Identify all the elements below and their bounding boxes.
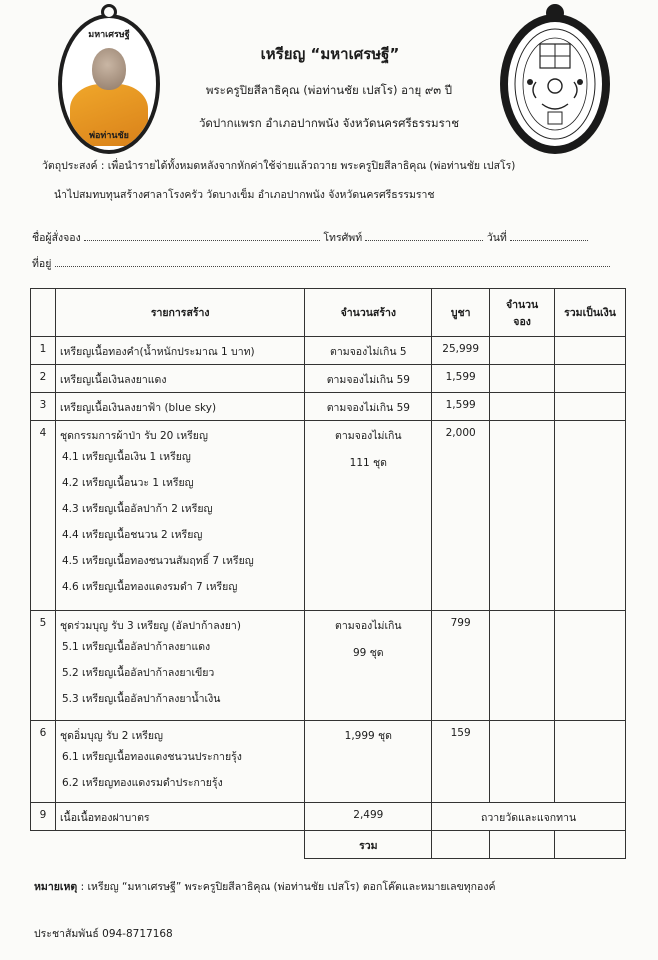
address-field[interactable] xyxy=(55,256,610,267)
purpose-text-1: เพื่อนำรายได้ทั้งหมดหลังจากหักค่าใช้จ่ายแล้วถวาย พระครูปิยสีลาธิคุณ (พ่อท่านชัย เปสโร) xyxy=(107,160,516,172)
qty-line-2: 111 ชุด xyxy=(349,457,387,469)
contact-phone: ประชาสัมพันธ์ 094-8717168 xyxy=(34,928,173,940)
medal-left-bottom-text: พ่อท่านชัย xyxy=(89,131,129,141)
row-item: เหรียญเนื้อทองคำ(น้ำหนักประมาณ 1 บาท) xyxy=(55,337,304,365)
row-item: เนื้อเนื้อทองฝาบาตร xyxy=(55,803,304,831)
row-reserve-cell[interactable] xyxy=(490,393,555,421)
date-field[interactable] xyxy=(510,230,588,241)
table-total-row xyxy=(31,831,626,859)
row-price: 799 xyxy=(432,611,490,721)
set-title: ชุดร่วมบุญ รับ 3 เหรียญ (อัลปาก้าลงยา) xyxy=(59,620,241,632)
row-price: 1,599 xyxy=(432,393,490,421)
name-field[interactable] xyxy=(84,230,320,241)
row-item: เหรียญเนื้อเงินลงยาฟ้า (blue sky) xyxy=(55,393,304,421)
table-row-set-5 xyxy=(31,611,626,721)
table-row xyxy=(31,803,626,831)
header-no xyxy=(31,289,56,337)
sub-item: 6.1 เหรียญเนื้อทองแดงชนวนประกายรุ้ง xyxy=(61,751,242,763)
date-label: วันที่ xyxy=(486,232,507,244)
sub-item: 5.1 เหรียญเนื้ออัลปาก้าลงยาแดง xyxy=(61,641,211,653)
row-qty: ตามจองไม่เกิน 59 xyxy=(305,393,432,421)
row-note: ถวายวัดและแจกทาน xyxy=(432,803,626,831)
set-title: ชุดกรรมการผ้าป่า รับ 20 เหรียญ xyxy=(59,430,208,442)
table-row xyxy=(31,337,626,365)
phone-label: โทรศัพท์ xyxy=(323,232,363,244)
header-reserve: จำนวนจอง xyxy=(490,289,555,337)
name-label: ชื่อผู้สั่งจอง xyxy=(32,232,81,244)
row-total-cell[interactable] xyxy=(555,721,626,803)
row-item-group xyxy=(55,611,304,721)
row-no: 2 xyxy=(31,365,56,393)
row-price: 2,000 xyxy=(432,421,490,611)
phone-field[interactable] xyxy=(365,230,483,241)
purpose-text-2: นำไปสมทบทุนสร้างศาลาโรงครัว วัดบางเข็ม อำเภอปากพนัง จังหวัดนครศรีธรรมราช xyxy=(54,189,435,201)
row-no: 3 xyxy=(31,393,56,421)
footer-note xyxy=(34,878,634,895)
row-qty: 1,999 ชุด xyxy=(305,721,432,803)
sub-item: 4.3 เหรียญเนื้ออัลปาก้า 2 เหรียญ xyxy=(61,503,213,515)
sub-item: 6.2 เหรียญทองแดงรมดำประกายรุ้ง xyxy=(61,777,223,789)
header-qty: จำนวนสร้าง xyxy=(305,289,432,337)
page-title: เหรียญ “มหาเศรษฐี” xyxy=(260,45,400,63)
sub-item: 4.5 เหรียญเนื้อทองชนวนสัมฤทธิ์ 7 เหรียญ xyxy=(61,555,254,567)
row-qty xyxy=(305,611,432,721)
row-item-group xyxy=(55,721,304,803)
total-reserve-cell[interactable] xyxy=(490,831,555,859)
row-item: เหรียญเนื้อเงินลงยาแดง xyxy=(55,365,304,393)
order-info-line xyxy=(32,229,588,246)
purpose-label: วัตถุประสงค์ : xyxy=(42,160,105,172)
row-price: 1,599 xyxy=(432,365,490,393)
header-price: บูชา xyxy=(432,289,490,337)
qty-line-2: 99 ชุด xyxy=(352,647,384,659)
header-total: รวมเป็นเงิน xyxy=(555,289,626,337)
total-price-cell[interactable] xyxy=(432,831,490,859)
table-row xyxy=(31,365,626,393)
row-reserve-cell[interactable] xyxy=(490,421,555,611)
row-total-cell[interactable] xyxy=(555,365,626,393)
row-item-group xyxy=(55,421,304,611)
note-text: : เหรียญ “มหาเศรษฐี” พระครูปิยสีลาธิคุณ (พ่อท่านชัย เปสโร) ตอกโค๊ตและหมายเลขทุกองค์ xyxy=(80,881,496,893)
row-qty: 2,499 xyxy=(305,803,432,831)
sub-item: 4.6 เหรียญเนื้อทองแดงรมดำ 7 เหรียญ xyxy=(61,581,238,593)
sub-item: 5.2 เหรียญเนื้ออัลปาก้าลงยาเขียว xyxy=(61,667,215,679)
row-qty: ตามจองไม่เกิน 59 xyxy=(305,365,432,393)
total-label: รวม xyxy=(305,831,432,859)
table-row xyxy=(31,393,626,421)
row-no: 5 xyxy=(31,611,56,721)
header-item: รายการสร้าง xyxy=(55,289,304,337)
row-total-cell[interactable] xyxy=(555,337,626,365)
address-line xyxy=(32,255,610,272)
row-reserve-cell[interactable] xyxy=(490,611,555,721)
sub-item: 4.1 เหรียญเนื้อเงิน 1 เหรียญ xyxy=(61,451,191,463)
sub-item: 5.3 เหรียญเนื้ออัลปาก้าลงยาน้ำเงิน xyxy=(61,693,221,705)
monk-name-line: พระครูปิยสีลาธิคุณ (พ่อท่านชัย เปสโร) อายุ ๙๓ ปี xyxy=(205,83,453,97)
table-header-row xyxy=(31,289,626,337)
set-title: ชุดอิ่มบุญ รับ 2 เหรียญ xyxy=(59,730,163,742)
row-no: 6 xyxy=(31,721,56,803)
table-row-set-4 xyxy=(31,421,626,611)
row-total-cell[interactable] xyxy=(555,421,626,611)
sub-item: 4.4 เหรียญเนื้อชนวน 2 เหรียญ xyxy=(61,529,203,541)
row-qty xyxy=(305,421,432,611)
temple-location-line: วัดปากแพรก อำเภอปากพนัง จังหวัดนครศรีธรรมราช xyxy=(198,116,460,130)
row-no: 9 xyxy=(31,803,56,831)
address-label: ที่อยู่ xyxy=(32,258,52,270)
medal-front-image xyxy=(58,14,160,154)
row-reserve-cell[interactable] xyxy=(490,721,555,803)
total-sum-cell[interactable] xyxy=(555,831,626,859)
row-no: 1 xyxy=(31,337,56,365)
sub-item: 4.2 เหรียญเนื้อนวะ 1 เหรียญ xyxy=(61,477,194,489)
yantra-pattern-icon xyxy=(508,22,602,146)
row-total-cell[interactable] xyxy=(555,611,626,721)
row-total-cell[interactable] xyxy=(555,393,626,421)
blank-cell xyxy=(31,831,56,859)
row-reserve-cell[interactable] xyxy=(490,365,555,393)
row-price: 159 xyxy=(432,721,490,803)
table-row-set-6 xyxy=(31,721,626,803)
medal-left-top-text: มหาเศรษฐี xyxy=(88,30,130,40)
row-reserve-cell[interactable] xyxy=(490,337,555,365)
blank-cell xyxy=(55,831,304,859)
qty-line-1: ตามจองไม่เกิน xyxy=(335,430,402,442)
row-no: 4 xyxy=(31,421,56,611)
medal-back-image xyxy=(500,14,610,154)
order-table xyxy=(30,288,626,859)
note-label: หมายเหตุ xyxy=(34,881,78,893)
monk-head-shape xyxy=(92,48,126,90)
purpose-line-1 xyxy=(42,157,642,174)
qty-line-1: ตามจองไม่เกิน xyxy=(335,620,402,632)
row-price: 25,999 xyxy=(432,337,490,365)
row-qty: ตามจองไม่เกิน 5 xyxy=(305,337,432,365)
